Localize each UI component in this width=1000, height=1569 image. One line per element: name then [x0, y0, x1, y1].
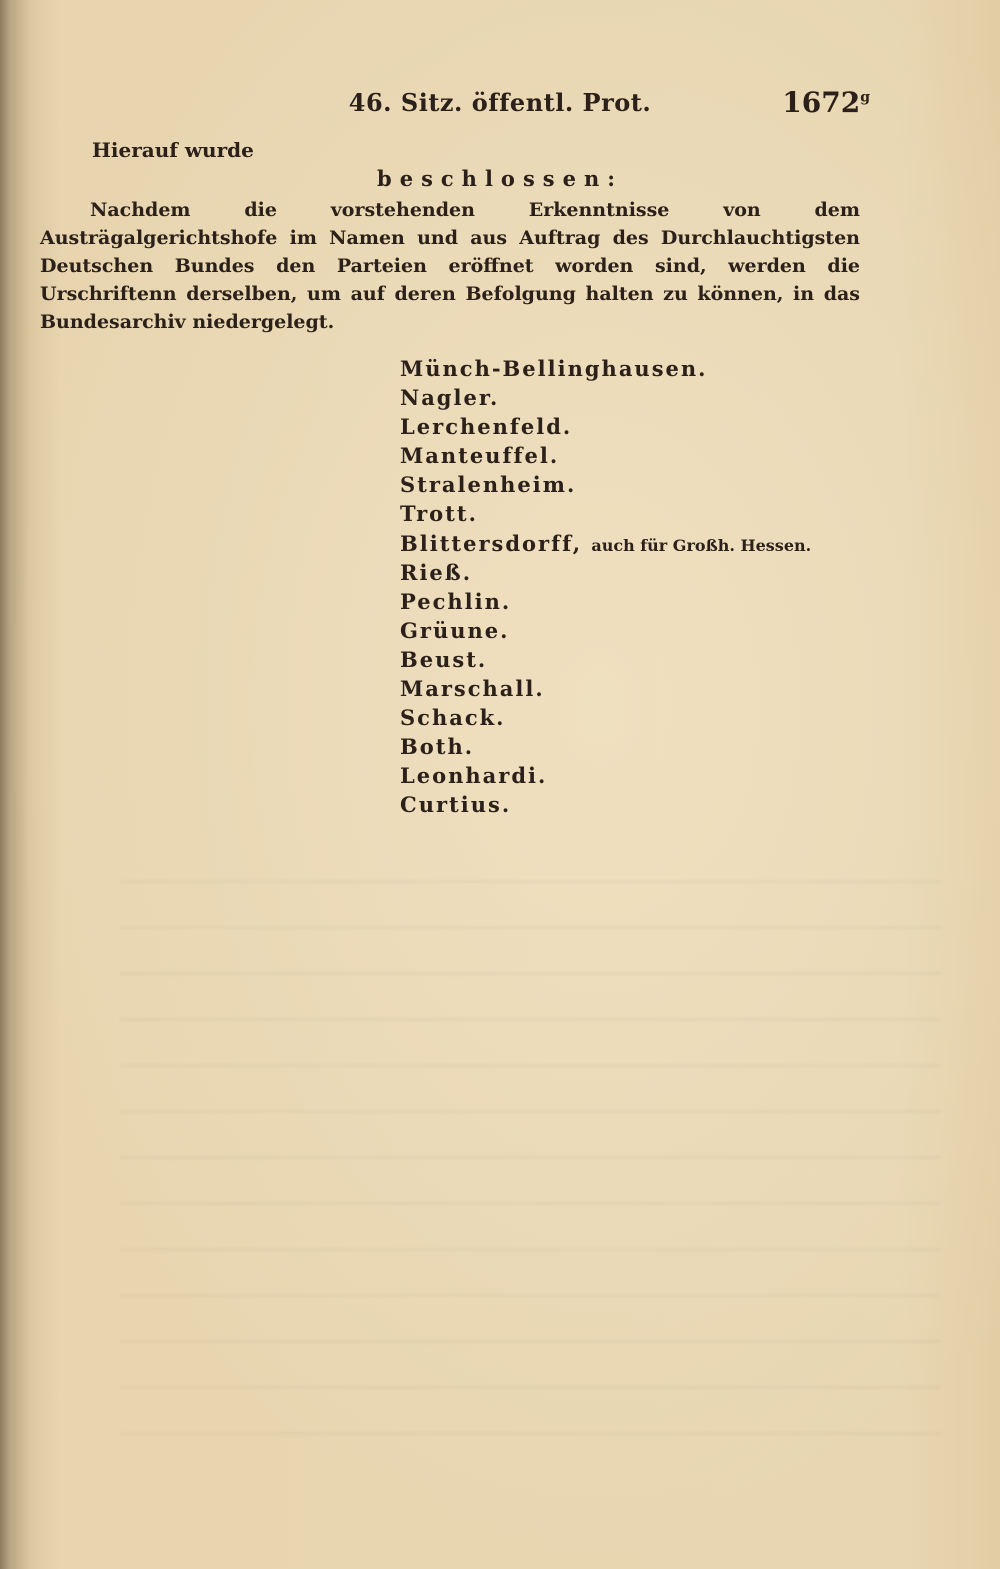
signatory-name: Pechlin.: [400, 588, 512, 614]
signatory-name: Trott.: [400, 501, 478, 527]
signatory: [400, 703, 811, 732]
signatory-name: Leonhardi.: [400, 763, 548, 789]
signatory: [400, 674, 811, 703]
page-number-value: 1672: [782, 86, 861, 119]
signatory-name: Rieß.: [400, 559, 473, 585]
resolution-heading: beschlossen:: [377, 166, 623, 191]
page-number-suffix: g: [860, 89, 870, 106]
signatory: [400, 790, 811, 819]
signatory-name: Beust.: [400, 646, 488, 672]
signatory-name: Blittersdorff,: [400, 530, 583, 556]
signatory: [400, 529, 811, 558]
signatory-name: Nagler.: [400, 385, 500, 411]
signatory: [400, 470, 811, 499]
signatory-note: auch für Großh. Hessen.: [591, 535, 812, 555]
signatory: [400, 499, 811, 528]
signatory: [400, 412, 811, 441]
signatory: [400, 383, 811, 412]
signatory-name: Stralenheim.: [400, 472, 577, 498]
signatory-name: Both.: [400, 734, 475, 760]
signatory: [400, 558, 811, 587]
page-number: [782, 86, 870, 119]
resolution-text: Nachdem die vorstehenden Erkenntnisse von dem Austrägalgerichtshofe im Namen und aus Auftrag des Durchlauchtigsten Deutschen Bundes den Parteien eröffnet worden sind, werden die Urschriftenn derselben, um auf deren Befolgung halten zu können, in das Bundesarchiv niedergelegt.: [40, 199, 860, 333]
signatory: [400, 616, 811, 645]
signatory-name: Schack.: [400, 705, 506, 731]
signatory-name: Lerchenfeld.: [400, 414, 573, 440]
signatory: [400, 441, 811, 470]
signatory: [400, 761, 811, 790]
running-header: 46. Sitz. öffentl. Prot.: [348, 88, 652, 117]
signatory-name: Curtius.: [400, 792, 512, 818]
signatory: [400, 587, 811, 616]
intro-line: Hierauf wurde: [92, 138, 254, 162]
signatory: [400, 354, 811, 383]
signatory: [400, 732, 811, 761]
signatory: [400, 645, 811, 674]
signatory-name: Grüune.: [400, 617, 510, 643]
signatory-name: Münch-Bellinghausen.: [400, 356, 708, 381]
bleed-through-texture: [120, 880, 940, 1440]
signatory-list: [400, 354, 811, 820]
signatory-name: Marschall.: [400, 676, 545, 702]
signatory-name: Manteuffel.: [400, 443, 560, 469]
